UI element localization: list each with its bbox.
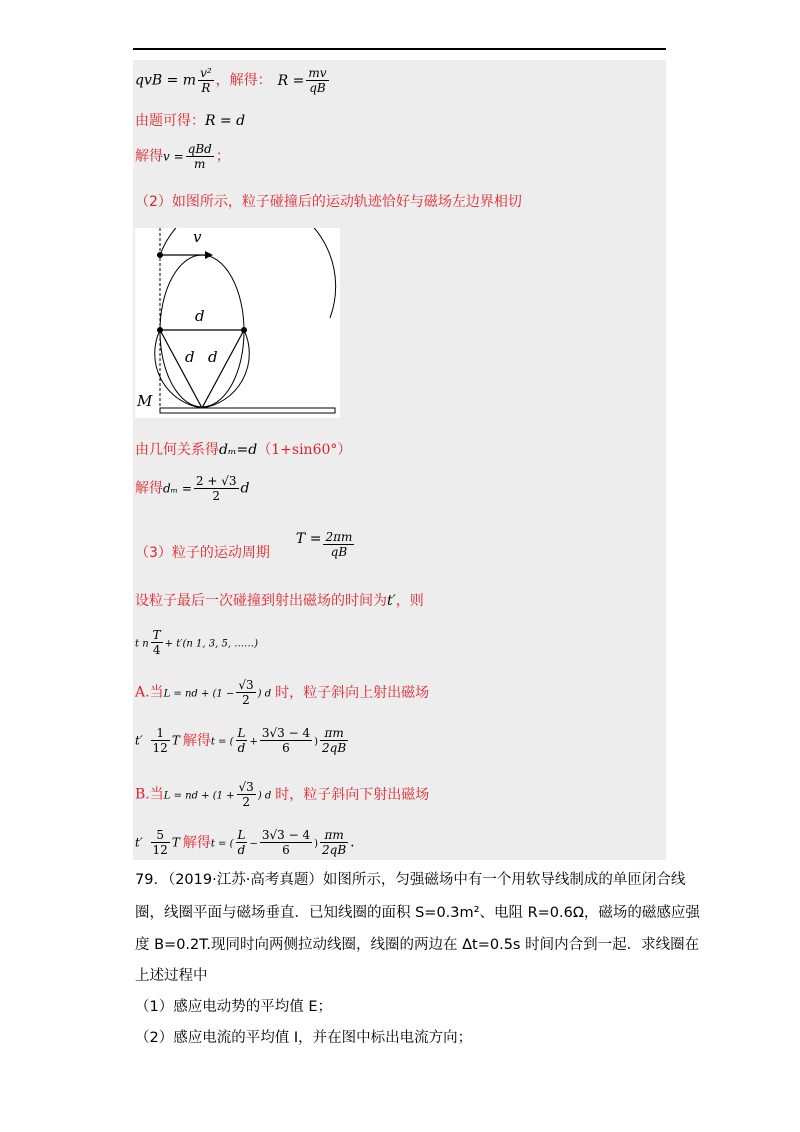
question-79-line-4: 上述过程中: [135, 968, 208, 984]
time-sum-line: t n $\frac{T}{4}$ + t′(n 1, 3, 5, ……): [135, 628, 259, 657]
fraction: $\frac{\text{v²}}{R}$: [200, 66, 212, 95]
case-b-solution: t′ $\frac{5}{12}$ T 解得t = ( $\frac{L}{d}$ − $\frac{3√3 - 4}{6}$ ) $\frac{\pi m}{2qB}$ .: [135, 828, 355, 857]
equation-line-3: 解得v = $\frac{\text{qBd}}{m}$ ；: [135, 142, 230, 171]
header-rule: [133, 48, 666, 50]
circle-left: [160, 255, 244, 407]
equation-line-2: 由题可得：R = d: [135, 113, 246, 129]
v-label: v: [193, 228, 202, 246]
case-a-solution: t′ $\frac{1}{12}$ T 解得t = ( $\frac{L}{d}$ + $\frac{3√3 - 4}{6}$ ) $\frac{\pi m}{2qB}$: [135, 726, 347, 755]
geometry-line: 由几何关系得dₘ=d（1+sin60°）: [135, 442, 352, 458]
d-label-left: d: [185, 348, 195, 366]
question-79-part-2: （2）感应电流的平均值 I，并在图中标出电流方向；: [135, 1030, 473, 1046]
period-line: （3）粒子的运动周期T = $\frac{2\pi m}{qB}$: [135, 530, 353, 561]
lower-left-arc: [155, 330, 202, 408]
eq-lhs: qvB = m: [135, 72, 197, 89]
part-2-heading: （2）如图所示，粒子碰撞后的运动轨迹恰好与磁场左边界相切: [135, 194, 522, 210]
case-b-line: B.当L = nd + (1 + $\frac{√3}{2}$ ) d 时，粒子斜向下射出磁场: [135, 780, 430, 809]
equation-line-6: 解得dₘ = $\frac{2 + √3}{2}$ d: [135, 474, 250, 503]
equation-line-1: qvB = m $\frac{\text{v²}}{R}$ ，解得： R = $\frac{mv}{qB}$: [135, 66, 327, 95]
m-label: M: [137, 392, 153, 410]
outer-arc: [160, 228, 336, 318]
d-label-top: d: [195, 307, 205, 325]
solve-label: ，解得：: [215, 72, 272, 89]
velocity-arrow-head: [205, 251, 213, 259]
plate: [160, 408, 335, 413]
left-point: [157, 327, 163, 333]
question-79-line-2: 圈，线圈平面与磁场垂直．已知线圈的面积 S=0.3m²、电阻 R=0.6Ω，磁场的磁感应强: [135, 905, 700, 921]
question-79-line-3: 度 B=0.2T.现同时向两侧拉动线圈，线圈的两边在 Δt=0.5s 时间内合到一起．求线圈在: [135, 937, 700, 953]
case-a-line: A.当L = nd + (1 − $\frac{√3}{2}$ ) d 时，粒子斜向上射出磁场: [135, 678, 430, 707]
trajectory-diagram: [135, 228, 340, 418]
trajectory-figure: [135, 228, 340, 418]
time-setup-line: 设粒子最后一次碰撞到射出磁场的时间为t′，则: [135, 593, 424, 609]
d-label-right: d: [208, 348, 218, 366]
question-79-line-1: 79．（2019·江苏·高考真题）如图所示，匀强磁场中有一个用软导线制成的单匝闭合线: [135, 872, 686, 888]
question-79-part-1: （1）感应电动势的平均值 E；: [135, 999, 332, 1015]
fraction: $\frac{mv}{qB}$: [308, 66, 327, 95]
right-point: [241, 327, 247, 333]
lower-right-arc: [202, 330, 249, 408]
